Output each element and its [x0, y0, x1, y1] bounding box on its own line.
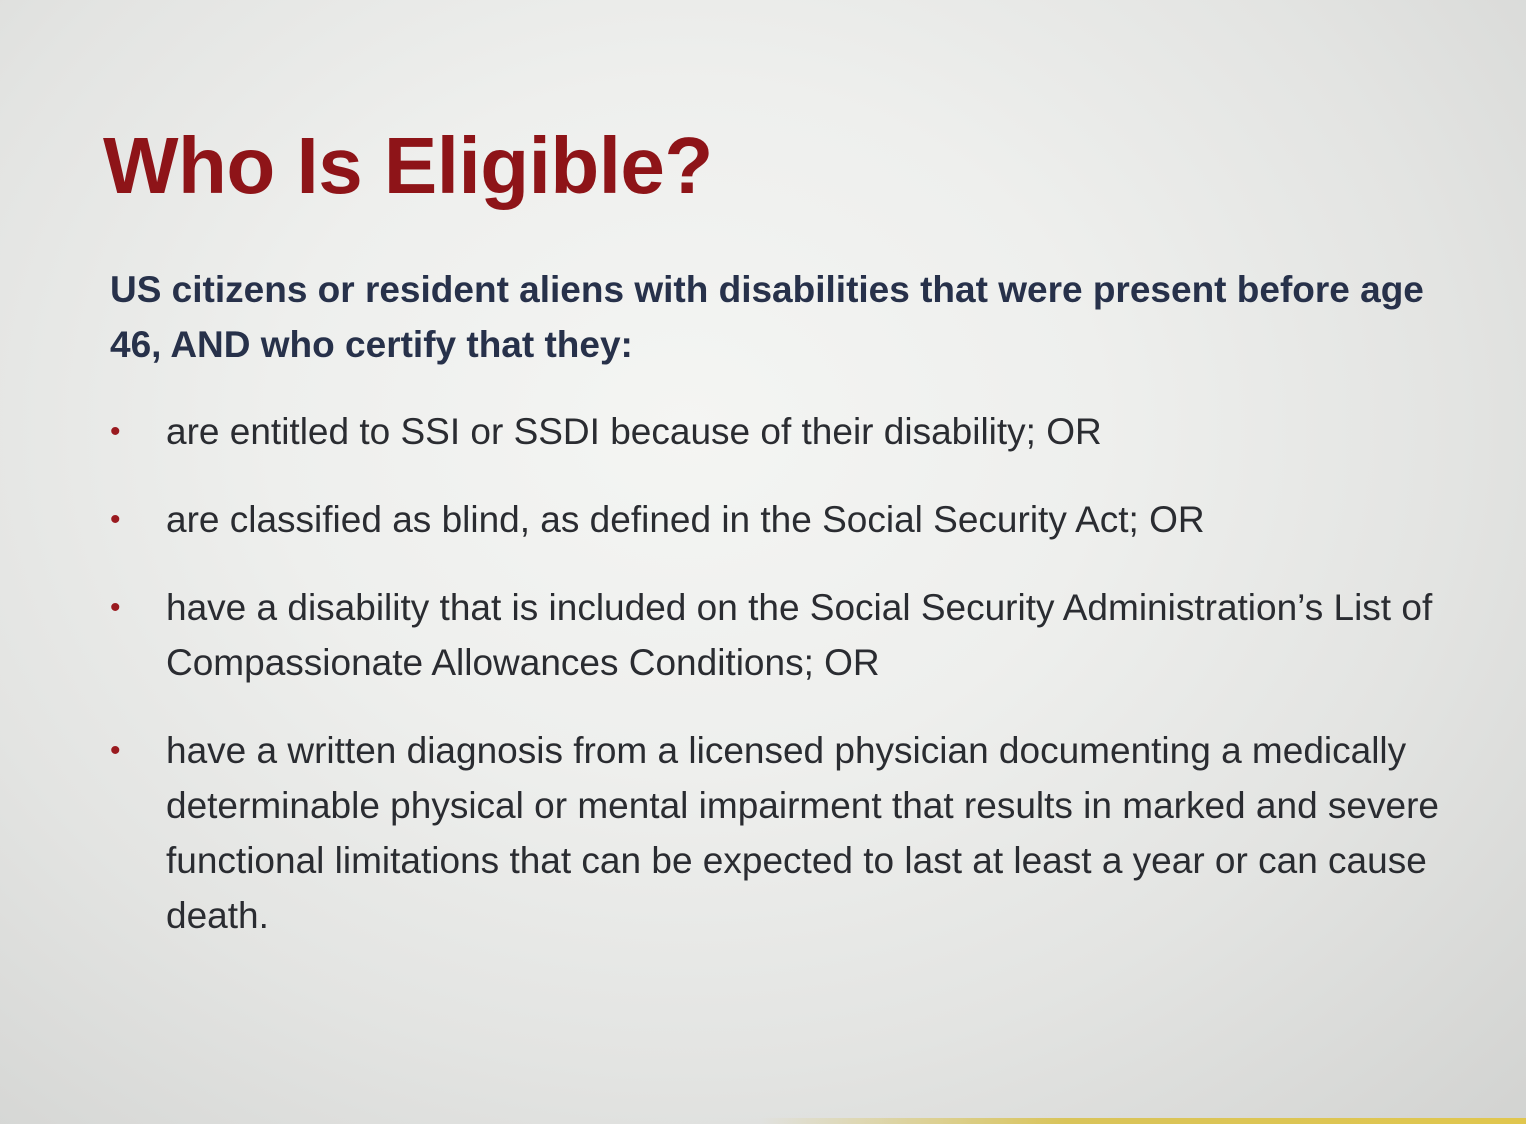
bullet-icon: •	[110, 591, 121, 624]
list-item-text: are entitled to SSI or SSDI because of their disability; OR	[166, 411, 1102, 452]
list-item-text: have a disability that is included on the Social Security Administration’s List of Compassionate Allowances Conditions; OR	[166, 587, 1433, 683]
list-item	[110, 492, 1440, 547]
bullet-icon: •	[110, 503, 121, 536]
bottom-accent-strip	[760, 1118, 1526, 1124]
bullet-icon: •	[110, 734, 121, 767]
slide-title: Who Is Eligible?	[103, 121, 713, 210]
list-item	[110, 580, 1440, 690]
list-item-text: are classified as blind, as defined in the Social Security Act; OR	[166, 499, 1205, 540]
list-item-text: have a written diagnosis from a licensed physician documenting a medically determinable physical or mental impairment that results in marked and severe functional limitations that can be expected to last at least a year or can cause death.	[166, 730, 1439, 936]
bullet-icon: •	[110, 415, 121, 448]
list-item	[110, 404, 1440, 459]
eligibility-list	[110, 404, 1440, 976]
intro-text: US citizens or resident aliens with disabilities that were present before age 46, AND who certify that they:	[110, 269, 1424, 365]
list-item	[110, 723, 1440, 943]
